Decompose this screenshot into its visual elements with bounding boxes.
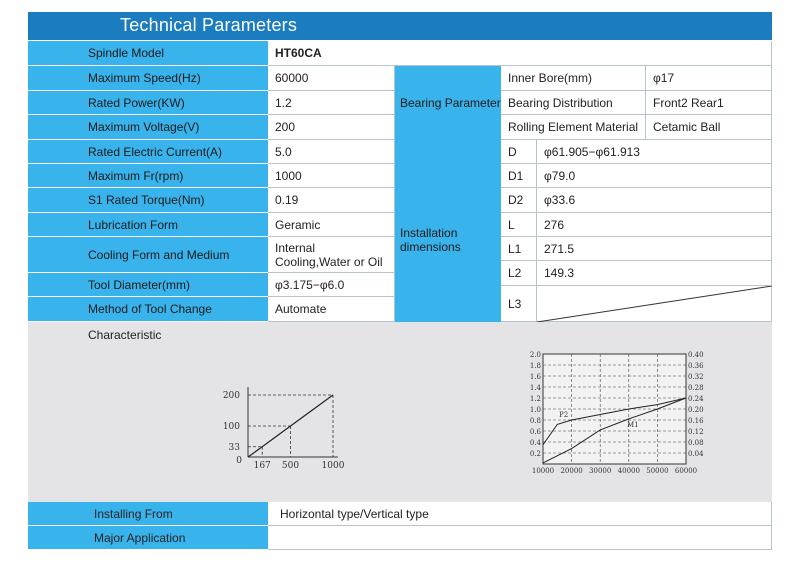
param-value: 1000 xyxy=(268,164,395,188)
chart1-y-tick-label: 200 xyxy=(222,391,240,401)
param-label: Cooling Form and Medium xyxy=(28,237,268,273)
install-value: 271.5 xyxy=(537,237,772,261)
bearing-value: Front2 Rear1 xyxy=(646,91,772,115)
bearing-value: φ17 xyxy=(646,66,772,91)
install-label: D2 xyxy=(501,188,537,213)
chart2-left-tick-label: 1.0 xyxy=(529,406,541,414)
chart2-right-tick-label: 0.36 xyxy=(688,362,704,370)
param-label: Tool Diameter(mm) xyxy=(28,273,268,297)
chart2-series-label: M1 xyxy=(626,420,639,429)
install-value xyxy=(537,286,772,322)
bearing-label: Bearing Distribution xyxy=(501,91,646,115)
bearing-label: Rolling Element Material xyxy=(501,115,646,140)
major-application-value xyxy=(268,526,772,550)
param-label: Rated Electric Current(A) xyxy=(28,140,268,164)
chart2-left-tick-label: 1.6 xyxy=(529,373,541,381)
param-value: 0.19 xyxy=(268,188,395,213)
chart1-x-tick-label: 1000 xyxy=(321,461,345,471)
bearing-section-label: Bearing Parameter xyxy=(395,66,501,140)
install-value: φ33.6 xyxy=(537,188,772,213)
install-label: L1 xyxy=(501,237,537,261)
chart2-right-tick-label: 0.40 xyxy=(688,351,704,359)
param-label: Maximum Speed(Hz) xyxy=(28,66,268,91)
characteristic-panel xyxy=(28,322,772,502)
chart1-x-tick-label: 500 xyxy=(281,461,300,471)
chart1-y-tick-label: 33 xyxy=(228,442,240,453)
param-label: S1 Rated Torque(Nm) xyxy=(28,188,268,213)
major-application-label: Major Application xyxy=(28,526,268,550)
param-label: Maximum Voltage(V) xyxy=(28,115,268,140)
chart1-y-tick-label: 100 xyxy=(222,422,240,432)
chart2-x-tick-label: 30000 xyxy=(589,467,612,475)
param-value: 1.2 xyxy=(268,91,395,115)
l3-diagonal xyxy=(537,286,772,322)
param-value: φ3.175−φ6.0 xyxy=(268,273,395,297)
chart2-left-tick-label: 0.6 xyxy=(529,428,541,436)
chart2-right-tick-label: 0.16 xyxy=(688,417,704,425)
chart2-right-tick-label: 0.20 xyxy=(688,406,704,414)
chart2-left-tick-label: 0.4 xyxy=(529,439,541,447)
chart2-left-tick-label: 0.2 xyxy=(529,450,541,458)
characteristic-label: Characteristic xyxy=(88,328,162,342)
title-banner xyxy=(28,12,772,40)
bearing-label: Inner Bore(mm) xyxy=(501,66,646,91)
param-label: Lubrication Form xyxy=(28,213,268,237)
install-label: D xyxy=(501,140,537,164)
chart2-right-tick-label: 0.08 xyxy=(688,439,704,447)
install-value: 149.3 xyxy=(537,261,772,286)
param-value: Geramic xyxy=(268,213,395,237)
spindle-model-value: HT60CA xyxy=(268,41,772,66)
param-label: Rated Power(KW) xyxy=(28,91,268,115)
chart2-left-tick-label: 0.8 xyxy=(529,417,541,425)
page-title: Technical Parameters xyxy=(120,15,298,35)
chart2-left-tick-label: 2.0 xyxy=(529,351,541,359)
bearing-value: Cetamic Ball xyxy=(646,115,772,140)
chart2-right-tick-label: 0.24 xyxy=(688,395,704,403)
chart2-x-tick-label: 40000 xyxy=(617,467,640,475)
installation-section-label: Installation dimensions xyxy=(395,140,501,322)
install-value: φ61.905−φ61.913 xyxy=(537,140,772,164)
install-label: L2 xyxy=(501,261,537,286)
chart1-origin-label: 0 xyxy=(236,456,242,466)
spindle-model-label: Spindle Model xyxy=(28,41,268,66)
param-label: Maximum Fr(rpm) xyxy=(28,164,268,188)
chart2-left-tick-label: 1.8 xyxy=(529,362,541,370)
chart2-x-tick-label: 50000 xyxy=(646,467,669,475)
chart2-right-tick-label: 0.04 xyxy=(688,450,704,458)
param-value: 60000 xyxy=(268,66,395,91)
chart2-right-tick-label: 0.28 xyxy=(688,384,704,392)
installing-from-value: Horizontal type/Vertical type xyxy=(268,502,772,526)
chart2-series-label: P2 xyxy=(559,411,569,419)
param-label: Method of Tool Change xyxy=(28,297,268,322)
chart2-right-tick-label: 0.32 xyxy=(688,373,704,381)
chart2-x-tick-label: 10000 xyxy=(531,467,555,475)
param-value: 200 xyxy=(268,115,395,140)
install-label: D1 xyxy=(501,164,537,188)
chart2-left-tick-label: 1.2 xyxy=(529,395,541,403)
param-value: Internal Cooling,Water or Oil xyxy=(268,237,395,273)
install-value: 276 xyxy=(537,213,772,237)
installing-from-label: Installing From xyxy=(28,502,268,526)
chart2-left-tick-label: 1.4 xyxy=(529,384,541,392)
chart2-x-tick-label: 60000 xyxy=(674,467,698,475)
torque-chart xyxy=(28,322,772,502)
chart2-x-tick-label: 20000 xyxy=(560,467,583,475)
param-value: 5.0 xyxy=(268,140,395,164)
install-label: L xyxy=(501,213,537,237)
chart2-right-tick-label: 0.12 xyxy=(688,428,704,436)
install-value: φ79.0 xyxy=(537,164,772,188)
chart1-x-tick-label: 167 xyxy=(253,461,271,471)
install-label: L3 xyxy=(501,286,537,322)
param-value: Automate xyxy=(268,297,395,322)
